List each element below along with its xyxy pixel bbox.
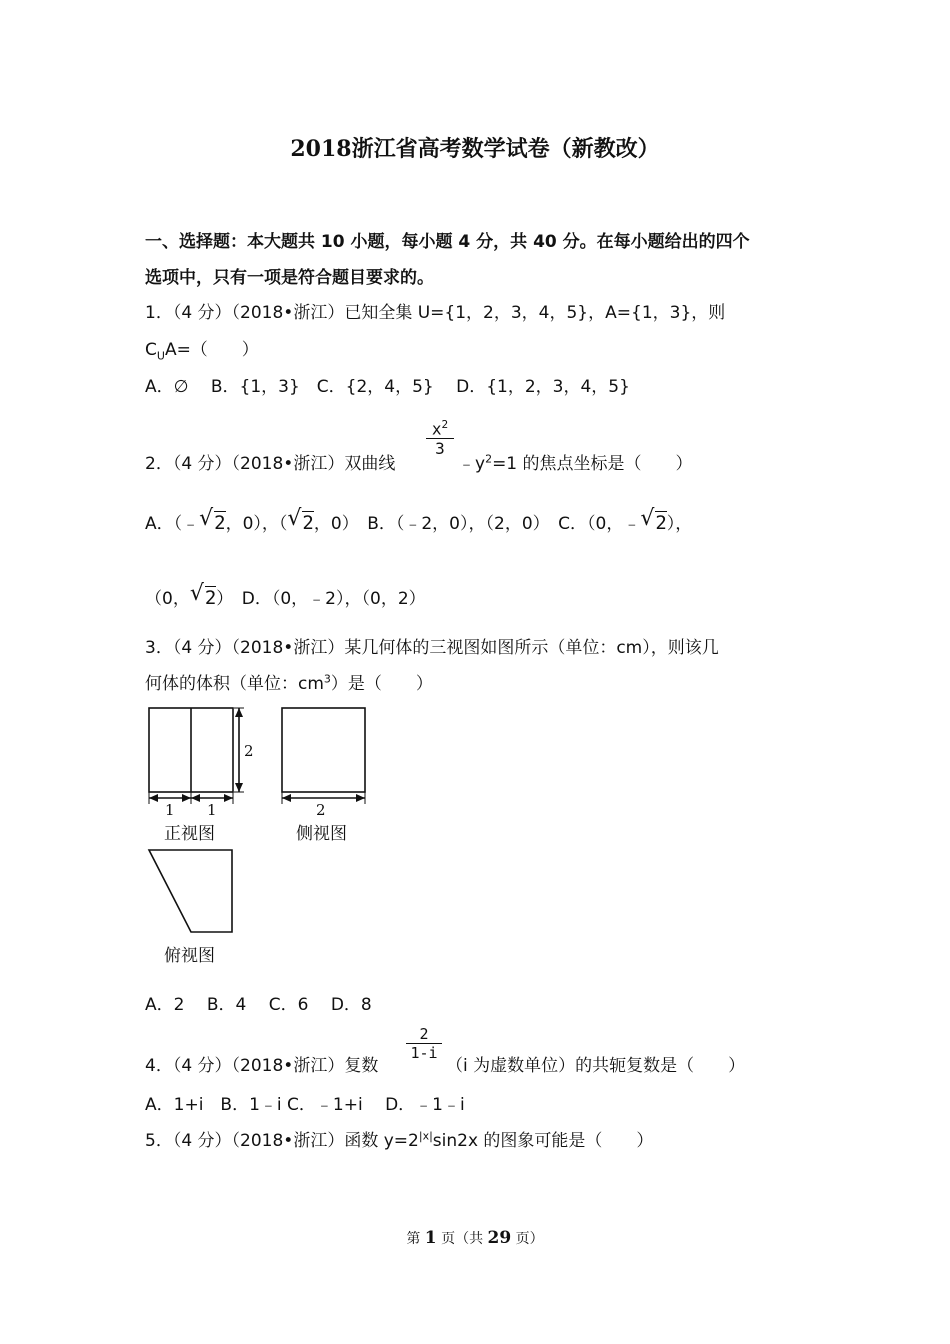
- dim-height-label: 2: [244, 742, 254, 760]
- three-view-figure: [140, 700, 380, 975]
- side-view-rect: [282, 708, 365, 792]
- top-view-label: 俯视图: [164, 946, 215, 966]
- sqrt-2: √ 2: [199, 512, 225, 534]
- sqrt-2: √ 2: [190, 587, 216, 609]
- dim-width2-label: 1: [207, 801, 217, 819]
- sqrt-2: √ 2: [640, 512, 666, 534]
- q5-stem: 5．（4 分）（2018•浙江）函数 $y=2^{|x|}\sin 2x$ 的图象可能是（ ）: [145, 1129, 654, 1151]
- q2-fraction: $x^2$ 3: [426, 418, 454, 458]
- q1-options: A．∅ B．{1，3} C．{2，4，5} D．{1，2，3，4，5}: [145, 377, 630, 397]
- sqrt-2: √ 2: [287, 512, 313, 534]
- q4-stem-post: （i 为虚数单位）的共轭复数是（ ）: [446, 1056, 746, 1076]
- q1-stem-line2: $C_UA=$（ ）: [145, 340, 259, 363]
- dim-width1-label: 1: [165, 801, 175, 819]
- side-view-label: 侧视图: [296, 824, 347, 844]
- dim-side-label: 2: [316, 801, 326, 819]
- q4-fraction: 2 1-i: [406, 1025, 442, 1062]
- page-title: 2018浙江省高考数学试卷（新教改）: [290, 136, 660, 162]
- q2-options-line2: （0，√ 2） D．（0，﹣2），（0，2）: [145, 584, 426, 609]
- page-footer: 第 1 页（共 29 页）: [406, 1228, 544, 1248]
- q2-stem-pre: 2．（4 分）（2018•浙江）双曲线: [145, 454, 396, 474]
- q1-stem-line1: 1．（4 分）（2018•浙江）已知全集 U={1，2，3，4，5}，A={1，3}，则: [145, 303, 726, 323]
- section-heading-line2: 选项中，只有一项是符合题目要求的。: [145, 268, 434, 288]
- q2-stem-post: $﹣y^2=1$ 的焦点坐标是（ ）: [458, 452, 693, 474]
- top-view-shape: [149, 850, 232, 932]
- q4-options: A．1+i B．1﹣i C．﹣1+i D．﹣1﹣i: [145, 1095, 465, 1115]
- q3-options: A．2 B．4 C．6 D．8: [145, 995, 372, 1015]
- section-heading-line1: 一、选择题：本大题共 10 小题，每小题 4 分，共 40 分。在每小题给出的四个: [145, 232, 750, 252]
- q2-options-line1: A．（﹣√ 2，0），（√ 2，0） B．（﹣2，0），（2，0） C．（0，﹣√ 2），: [145, 509, 692, 534]
- q3-stem-line2: 何体的体积（单位：$cm^3$）是（ ）: [145, 672, 433, 694]
- q4-stem-pre: 4．（4 分）（2018•浙江）复数: [145, 1056, 379, 1076]
- front-view-label: 正视图: [164, 824, 215, 844]
- q3-stem-line1: 3．（4 分）（2018•浙江）某几何体的三视图如图所示（单位：cm），则该几: [145, 638, 719, 658]
